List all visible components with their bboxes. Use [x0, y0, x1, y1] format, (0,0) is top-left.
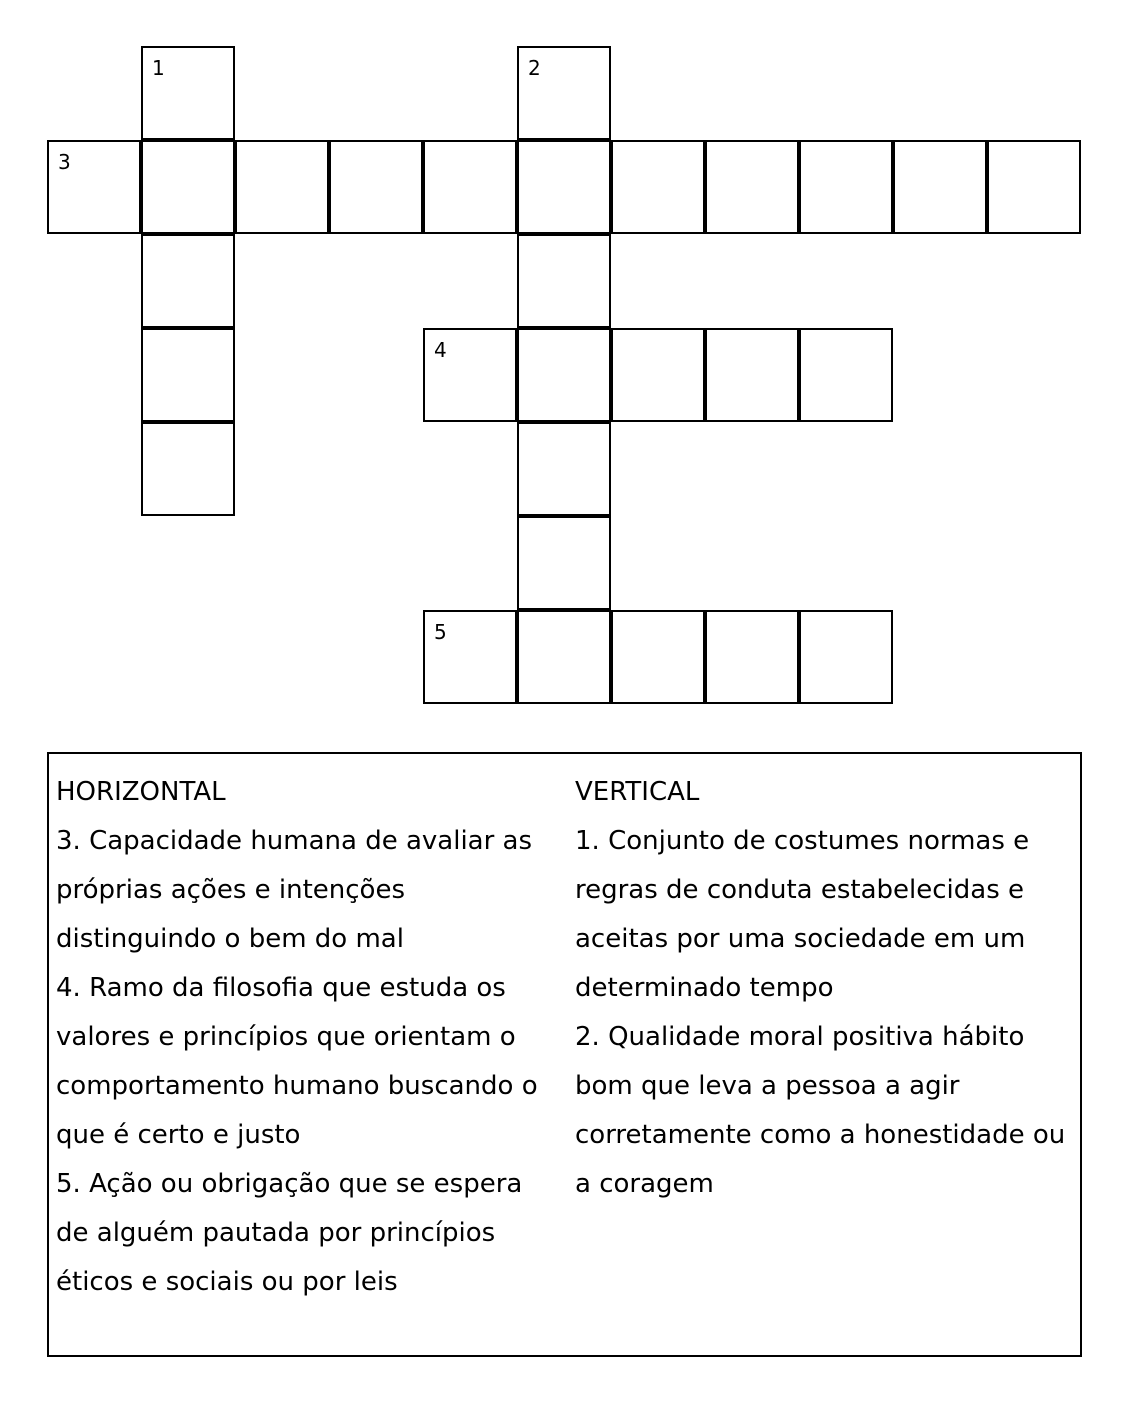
vertical-clue-line: a coragem	[575, 1169, 714, 1199]
clues-box	[47, 752, 1082, 1357]
horizontal-clue-line: 4. Ramo da filosofia que estuda os	[56, 973, 506, 1003]
vertical-clue-line: 2. Qualidade moral positiva hábito	[575, 1022, 1025, 1052]
crossword-cell[interactable]	[141, 328, 235, 422]
horizontal-clue-line: comportamento humano buscando o	[56, 1071, 538, 1101]
vertical-clue-line: determinado tempo	[575, 973, 834, 1003]
horizontal-clue-line: próprias ações e intenções	[56, 875, 406, 905]
vertical-clue-line: corretamente como a honestidade ou	[575, 1120, 1066, 1150]
crossword-cell[interactable]	[517, 328, 611, 422]
crossword-cell[interactable]	[141, 140, 235, 234]
clue-number: 5	[434, 620, 447, 644]
crossword-cell[interactable]	[705, 610, 799, 704]
horizontal-clue-line: 3. Capacidade humana de avaliar as	[56, 826, 533, 856]
crossword-cell[interactable]	[611, 610, 705, 704]
vertical-clue-line: 1. Conjunto de costumes normas e	[575, 826, 1030, 856]
horizontal-clue-line: 5. Ação ou obrigação que se espera	[56, 1169, 523, 1199]
crossword-cell[interactable]	[517, 516, 611, 610]
crossword-cell[interactable]	[423, 140, 517, 234]
crossword-cell[interactable]	[423, 610, 517, 704]
crossword-cell[interactable]	[141, 46, 235, 140]
crossword-cell[interactable]	[611, 328, 705, 422]
vertical-clues	[575, 768, 1075, 1209]
horizontal-clue-line: de alguém pautada por princípios	[56, 1218, 496, 1248]
clue-number: 3	[58, 150, 71, 174]
vertical-heading: VERTICAL	[575, 777, 700, 807]
crossword-cell[interactable]	[47, 140, 141, 234]
crossword-cell[interactable]	[517, 140, 611, 234]
crossword-cell[interactable]	[611, 140, 705, 234]
crossword-cell[interactable]	[705, 328, 799, 422]
crossword-cell[interactable]	[799, 610, 893, 704]
horizontal-clue-line: valores e princípios que orientam o	[56, 1022, 516, 1052]
horizontal-clue-line: que é certo e justo	[56, 1120, 301, 1150]
vertical-clue-line: aceitas por uma sociedade em um	[575, 924, 1026, 954]
horizontal-clue-line: distinguindo o bem do mal	[56, 924, 404, 954]
clue-number: 1	[152, 56, 165, 80]
crossword-cell[interactable]	[423, 328, 517, 422]
horizontal-clues	[56, 768, 556, 1307]
horizontal-heading: HORIZONTAL	[56, 777, 226, 807]
clue-number: 2	[528, 56, 541, 80]
crossword-cell[interactable]	[517, 46, 611, 140]
crossword-cell[interactable]	[799, 328, 893, 422]
crossword-cell[interactable]	[141, 422, 235, 516]
crossword-cell[interactable]	[893, 140, 987, 234]
clue-number: 4	[434, 338, 447, 362]
crossword-cell[interactable]	[517, 422, 611, 516]
horizontal-clue-line: éticos e sociais ou por leis	[56, 1267, 398, 1297]
crossword-cell[interactable]	[329, 140, 423, 234]
crossword-cell[interactable]	[705, 140, 799, 234]
vertical-clue-line: regras de conduta estabelecidas e	[575, 875, 1025, 905]
crossword-cell[interactable]	[517, 234, 611, 328]
crossword-cell[interactable]	[235, 140, 329, 234]
crossword-cell[interactable]	[517, 610, 611, 704]
crossword-cell[interactable]	[141, 234, 235, 328]
crossword-cell[interactable]	[799, 140, 893, 234]
vertical-clue-line: bom que leva a pessoa a agir	[575, 1071, 960, 1101]
crossword-cell[interactable]	[987, 140, 1081, 234]
